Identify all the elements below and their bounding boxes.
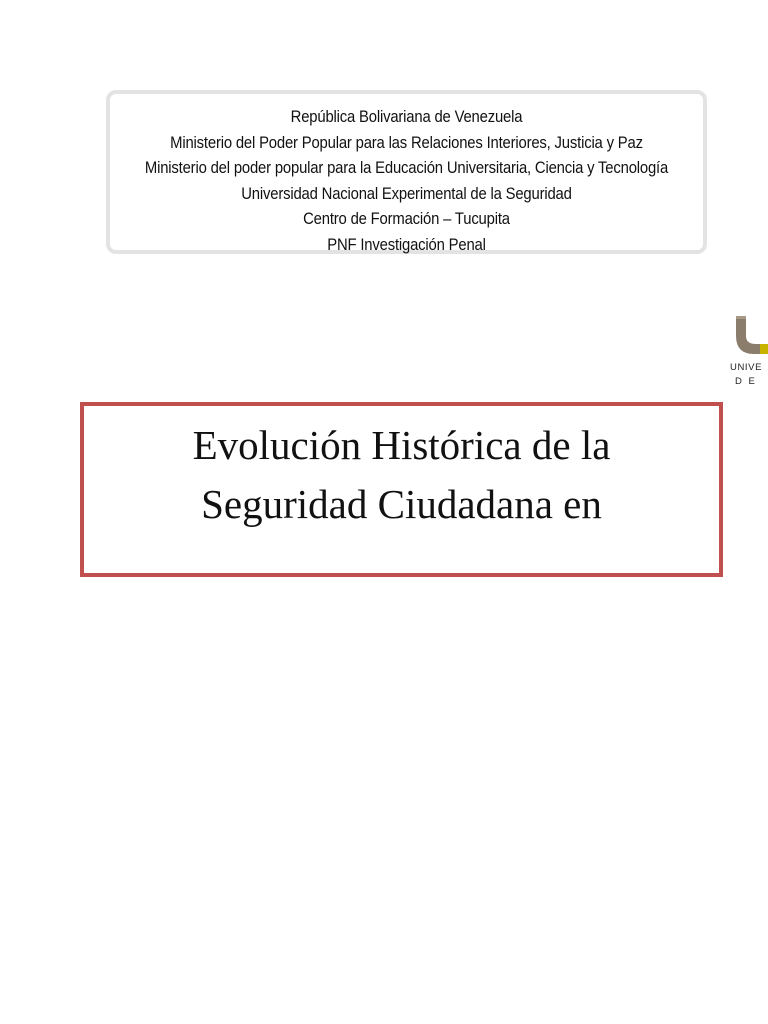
title-box — [80, 402, 723, 577]
header-line-center: Centro de Formación – Tucupita — [303, 210, 510, 228]
title-line-2: Seguridad Ciudadana en — [201, 481, 602, 527]
university-logo — [730, 314, 768, 394]
header-line-republic: República Bolivariana de Venezuela — [290, 108, 523, 126]
header-line-program: PNF Investigación Penal — [327, 235, 486, 254]
university-logo-graphic — [730, 314, 768, 394]
logo-text-line2: D E — [735, 376, 757, 387]
header-line-ministry-interior: Ministerio del Poder Popular para las Relaciones Interiores, Justicia y Paz — [170, 133, 643, 152]
logo-text-line1: UNIVE — [730, 362, 763, 373]
header-line-university: Universidad Nacional Experimental de la Seguridad — [241, 184, 572, 203]
header-line-ministry-education: Ministerio del poder popular para la Educación Universitaria, Ciencia y Tecnología — [144, 159, 669, 177]
institution-header — [106, 90, 707, 254]
title-line-1: Evolución Histórica de la — [192, 422, 611, 468]
